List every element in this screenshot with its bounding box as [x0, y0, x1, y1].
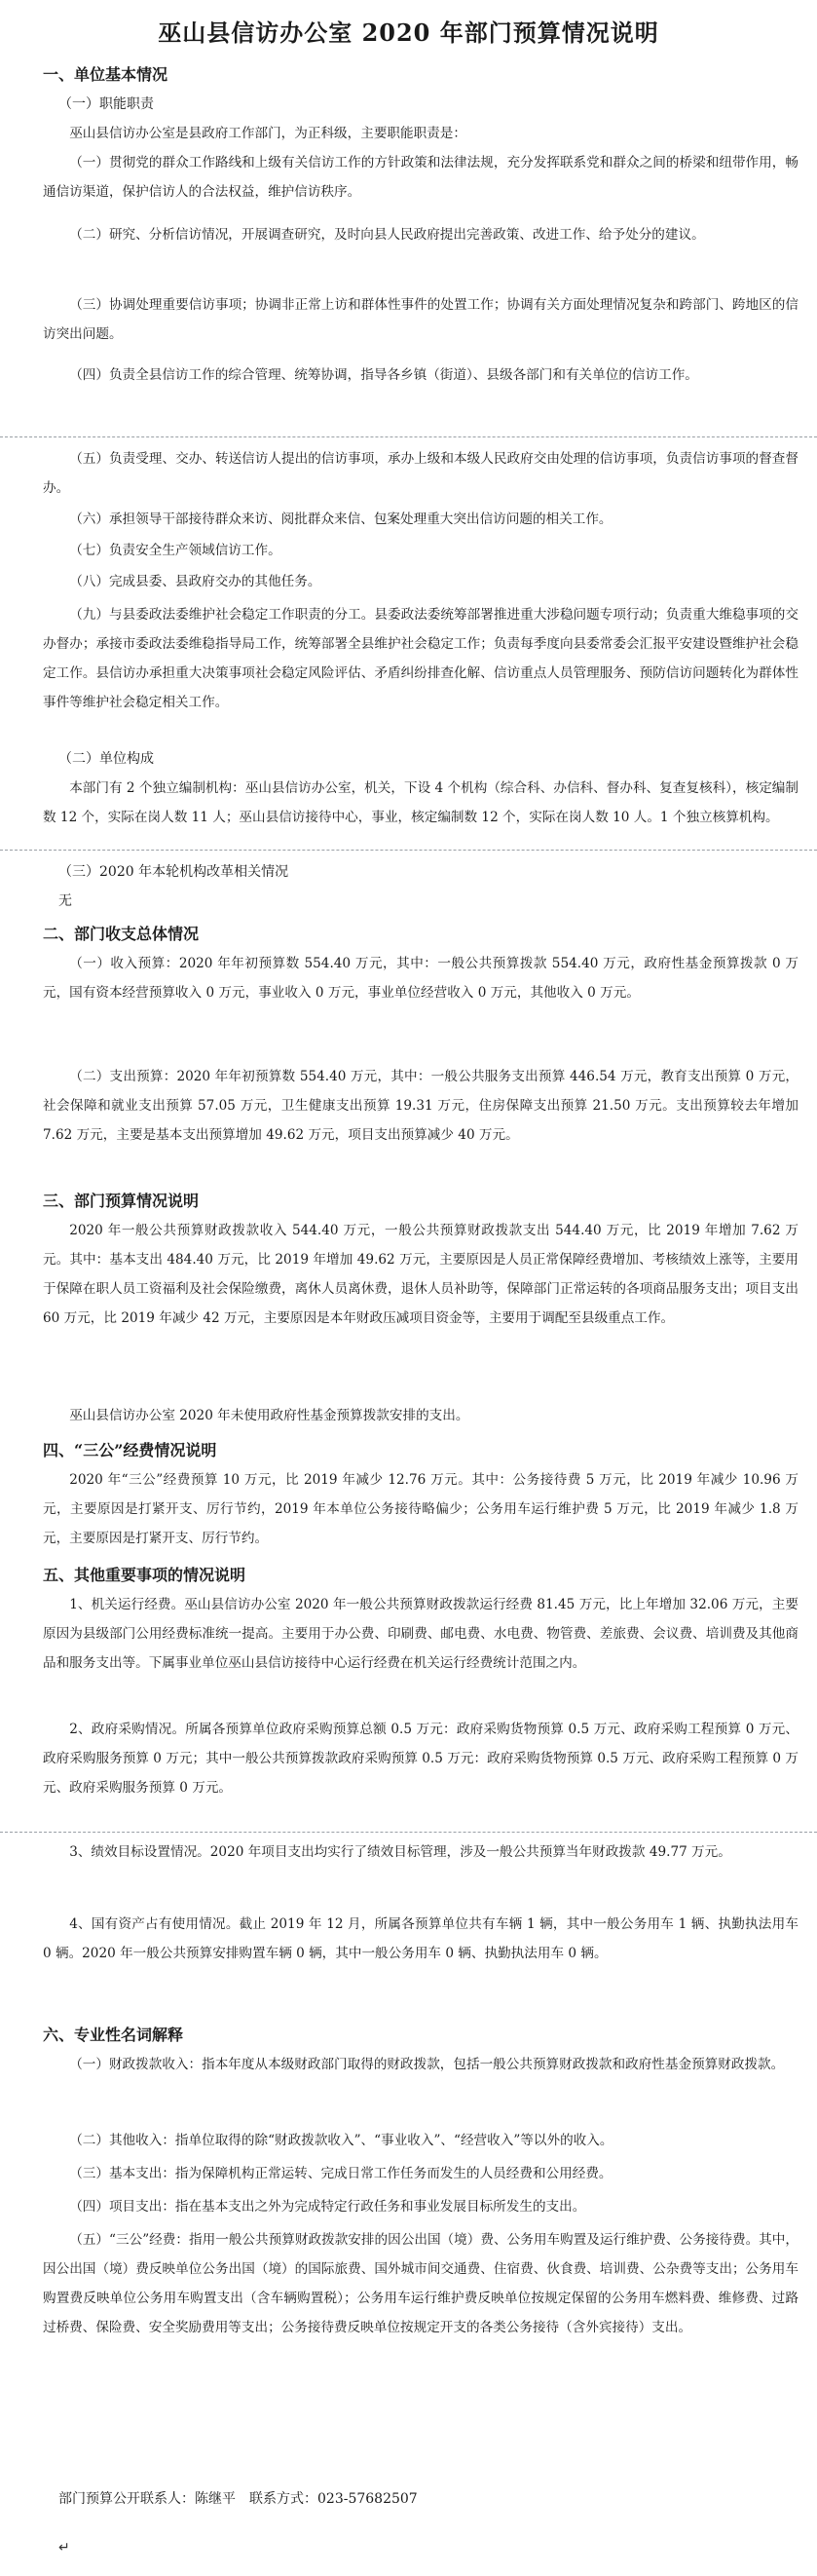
section-1-sub-2: （二）单位构成: [58, 751, 154, 767]
page-divider: [0, 1832, 817, 1833]
section-3-heading: 三、部门预算情况说明: [43, 1192, 200, 1210]
duty-item: （七）负责安全生产领域信访工作。: [69, 543, 281, 558]
duty-item: （九）与县委政法委维护社会稳定工作职责的分工。县委政法委统筹部署推进重大涉稳问题专项行动；负责重大维稳事项的交办督办；承接市委政法委维稳指导局工作，统筹部署全县维护社会稳定工作；负责每季度向县委常委会汇报平安建设暨维护社会稳定工作。县信访办承担重大决策事项社会稳定风险评估、矛盾纠纷排查化解、信访重点人员管理服务、预防信访问题转化为群体性事件等维护社会稳定相关工作。: [43, 607, 798, 710]
glossary-item: （五）“三公”经费：指用一般公共预算财政拨款安排的因公出国（境）费、公务用车购置及运行维护费、公务接待费。其中，因公出国（境）费反映单位公务出国（境）的国际旅费、国外城市间交通费、住宿费、伙食费、培训费、公杂费等支出；公务用车购置费反映单位公务用车购置支出（含车辆购置税）；公务用车运行维护费反映单位按规定保留的公务用车燃料费、维修费、过路过桥费、保险费、安全奖励费用等支出；公务接待费反映单位按规定开支的各类公务接待（含外宾接待）支出。: [43, 2232, 798, 2335]
duty-item: （八）完成县委、县政府交办的其他任务。: [69, 574, 321, 589]
section-2-heading: 二、部门收支总体情况: [43, 925, 200, 943]
page-divider: [0, 850, 817, 851]
glossary-item: （四）项目支出：指在基本支出之外为完成特定行政任务和事业发展目标所发生的支出。: [69, 2199, 586, 2215]
glossary-item: （三）基本支出：指为保障机构正常运转、完成日常工作任务而发生的人员经费和公用经费。: [69, 2166, 613, 2181]
budget-explanation: 2020 年一般公共预算财政拨款收入 544.40 万元，一般公共预算财政拨款支出 544.40 万元，比 2019 年增加 7.62 万元。其中：基本支出 484.40 万元，比 2019 年增加 49.62 万元，主要原因是人员正常保障经费增加、考核绩效上涨等，主要用于保障在职人员工资福利及社会保险缴费，离休人员离休费，退休人员补助等，保障部门正常运转的各项商品服务支出；项目支出 60 万元，比 2019 年减少 42 万元，主要原因是本年财政压减项目资金等，主要用于调配至县级重点工作。: [43, 1223, 798, 1326]
government-procurement: 2、政府采购情况。所属各预算单位政府采购预算总额 0.5 万元：政府采购货物预算 0.5 万元、政府采购工程预算 0 万元、政府采购服务预算 0 万元；其中一般公共预算拨款政府采购预算 0.5 万元：政府采购货物预算 0.5 万元、政府采购工程预算 0 万元、政府采购服务预算 0 万元。: [43, 1722, 798, 1796]
section-1-intro: 巫山县信访办公室是县政府工作部门，为正科级，主要职能职责是：: [69, 126, 466, 141]
section-1-sub-3: （三）2020 年本轮机构改革相关情况: [58, 864, 289, 880]
page-divider: [0, 436, 817, 437]
unit-composition: 本部门有 2 个独立编制机构：巫山县信访办公室，机关，下设 4 个机构（综合科、办信科、督办科、复查复核科），核定编制数 12 个，实际在岗人数 11 人；巫山县信访接待中心，事业，核定编制数 12 个，实际在岗人数 10 人。1 个独立核算机构。: [43, 780, 798, 825]
section-6-heading: 六、专业性名词解释: [43, 2026, 184, 2044]
three-public-expenses: 2020 年“三公”经费预算 10 万元，比 2019 年减少 12.76 万元。其中：公务接待费 5 万元，比 2019 年减少 10.96 万元，主要原因是打紧开支、厉行节约，2019 年本单位公务接待略偏少；公务用车运行维护费 5 万元，比 2019 年减少 1.8 万元，主要原因是打紧开支、厉行节约。: [43, 1472, 798, 1546]
fund-budget-note: 巫山县信访办公室 2020 年未使用政府性基金预算拨款安排的支出。: [69, 1408, 469, 1423]
paragraph-mark-icon: ↵: [58, 2540, 70, 2556]
performance-targets: 3、绩效目标设置情况。2020 年项目支出均实行了绩效目标管理，涉及一般公共预算当年财政拨款 49.77 万元。: [69, 1844, 731, 1860]
document-title: 巫山县信访办公室 2020 年部门预算情况说明: [158, 19, 659, 47]
duty-item: （一）贯彻党的群众工作路线和上级有关信访工作的方针政策和法律法规，充分发挥联系党和群众之间的桥梁和纽带作用，畅通信访渠道，保护信访人的合法权益，维护信访秩序。: [43, 155, 798, 200]
state-assets: 4、国有资产占有使用情况。截止 2019 年 12 月，所属各预算单位共有车辆 1 辆，其中一般公务用车 1 辆、执勤执法用车 0 辆。2020 年一般公共预算安排购置车辆 0 辆，其中一般公务用车 0 辆、执勤执法用车 0 辆。: [43, 1916, 798, 1961]
section-4-heading: 四、“三公”经费情况说明: [43, 1441, 217, 1459]
glossary-item: （一）财政拨款收入：指本年度从本级财政部门取得的财政拨款，包括一般公共预算财政拨款和政府性基金预算财政拨款。: [69, 2057, 785, 2072]
section-5-heading: 五、其他重要事项的情况说明: [43, 1566, 246, 1584]
glossary-item: （二）其他收入：指单位取得的除“财政拨款收入”、“事业收入”、“经营收入”等以外的收入。: [69, 2133, 613, 2148]
contact-line: 部门预算公开联系人：陈继平 联系方式：023-57682507: [58, 2491, 418, 2507]
section-1-sub-1: （一）职能职责: [58, 96, 154, 112]
income-budget: （一）收入预算：2020 年年初预算数 554.40 万元，其中：一般公共预算拨款 554.40 万元，政府性基金预算拨款 0 万元，国有资本经营预算收入 0 万元，事业收入 0 万元，事业单位经营收入 0 万元，其他收入 0 万元。: [43, 956, 798, 1001]
expense-budget: （二）支出预算：2020 年年初预算数 554.40 万元，其中：一般公共服务支出预算 446.54 万元，教育支出预算 0 万元，社会保障和就业支出预算 57.05 万元，卫生健康支出预算 19.31 万元，住房保障支出预算 21.50 万元。支出预算较去年增加 7.62 万元，主要是基本支出预算增加 49.62 万元，项目支出预算减少 40 万元。: [43, 1069, 798, 1143]
duty-item: （六）承担领导干部接待群众来访、阅批群众来信、包案处理重大突出信访问题的相关工作。: [69, 511, 613, 527]
duty-item: （五）负责受理、交办、转送信访人提出的信访事项，承办上级和本级人民政府交由处理的信访事项，负责信访事项的督查督办。: [43, 451, 798, 496]
reform-none: 无: [58, 893, 72, 909]
operating-expenses: 1、机关运行经费。巫山县信访办公室 2020 年一般公共预算财政拨款运行经费 81.45 万元，比上年增加 32.06 万元，主要原因为县级部门公用经费标准统一提高。主要用于办公费、印刷费、邮电费、水电费、物管费、差旅费、会议费、培训费及其他商品和服务支出等。下属事业单位巫山县信访接待中心运行经费在机关运行经费统计范围之内。: [43, 1597, 798, 1671]
section-1-heading: 一、单位基本情况: [43, 65, 168, 84]
duty-item: （二）研究、分析信访情况，开展调查研究，及时向县人民政府提出完善政策、改进工作、给予处分的建议。: [69, 227, 705, 243]
duty-item: （四）负责全县信访工作的综合管理、统筹协调，指导各乡镇（街道）、县级各部门和有关单位的信访工作。: [69, 367, 698, 383]
duty-item: （三）协调处理重要信访事项；协调非正常上访和群体性事件的处置工作；协调有关方面处理情况复杂和跨部门、跨地区的信访突出问题。: [43, 297, 798, 342]
